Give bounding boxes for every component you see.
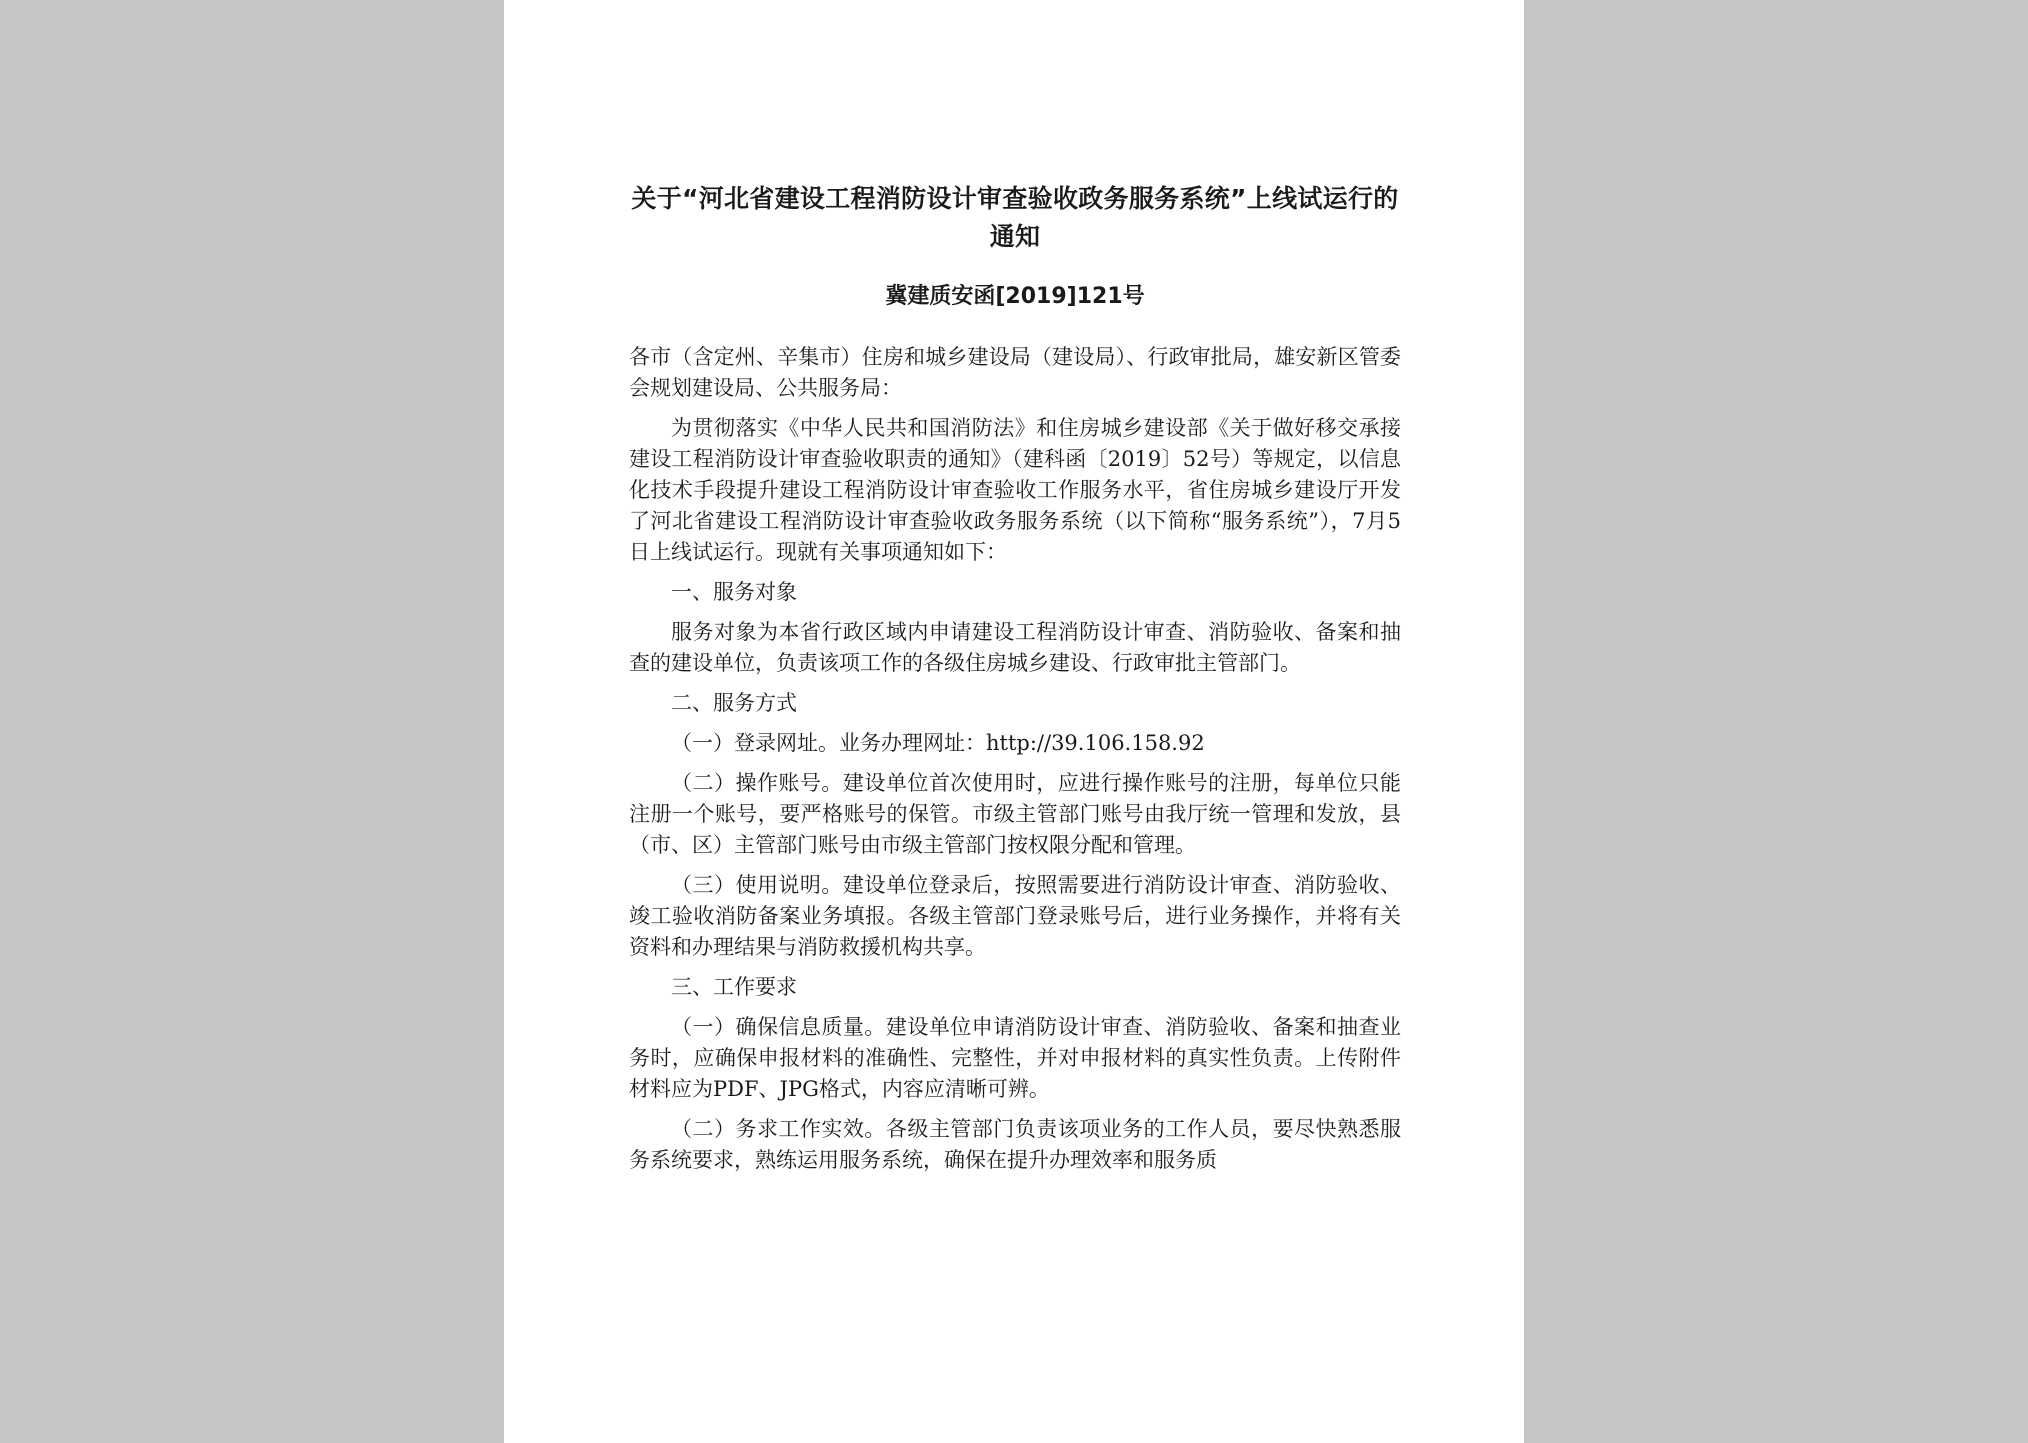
document-page <box>504 0 1524 1443</box>
section-heading: 一、服务对象 <box>671 580 797 604</box>
body-paragraph: （二）务求工作实效。各级主管部门负责该项业务的工作人员，要尽快熟悉服务系统要求，熟练运用服务系统，确保在提升办理效率和服务质 <box>629 1117 1401 1172</box>
body-paragraph: （三）使用说明。建设单位登录后，按照需要进行消防设计审查、消防验收、竣工验收消防备案业务填报。各级主管部门登录账号后，进行业务操作，并将有关资料和办理结果与消防救援机构共享。 <box>629 873 1401 959</box>
addressee: 各市（含定州、辛集市）住房和城乡建设局（建设局）、行政审批局，雄安新区管委会规划建设局、公共服务局： <box>629 345 1401 400</box>
document-title: 关于“河北省建设工程消防设计审查验收政务服务系统”上线试运行的通知 <box>631 184 1399 251</box>
body-paragraph: （一）确保信息质量。建设单位申请消防设计审查、消防验收、备案和抽查业务时，应确保申报材料的准确性、完整性，并对申报材料的真实性负责。上传附件材料应为PDF、JPG格式，内容应清晰可辨。 <box>629 1015 1401 1101</box>
page-content <box>629 180 1401 1176</box>
body-paragraph: （二）操作账号。建设单位首次使用时，应进行操作账号的注册，每单位只能注册一个账号，要严格账号的保管。市级主管部门账号由我厅统一管理和发放，县（市、区）主管部门账号由市级主管部门按权限分配和管理。 <box>629 771 1401 857</box>
document-number: 冀建质安函[2019]121号 <box>885 284 1145 309</box>
section-heading: 二、服务方式 <box>671 691 797 715</box>
body-paragraph: 服务对象为本省行政区域内申请建设工程消防设计审查、消防验收、备案和抽查的建设单位，负责该项工作的各级住房城乡建设、行政审批主管部门。 <box>629 620 1401 675</box>
section-heading: 三、工作要求 <box>671 975 797 999</box>
body-paragraph: （一）登录网址。业务办理网址：http://39.106.158.92 <box>671 731 1205 755</box>
intro-paragraph: 为贯彻落实《中华人民共和国消防法》和住房城乡建设部《关于做好移交承接建设工程消防设计审查验收职责的通知》（建科函〔2019〕52号）等规定，以信息化技术手段提升建设工程消防设计审查验收工作服务水平，省住房城乡建设厅开发了河北省建设工程消防设计审查验收政务服务系统（以下简称“服务系统”），7月5日上线试运行。现就有关事项通知如下： <box>629 416 1401 564</box>
